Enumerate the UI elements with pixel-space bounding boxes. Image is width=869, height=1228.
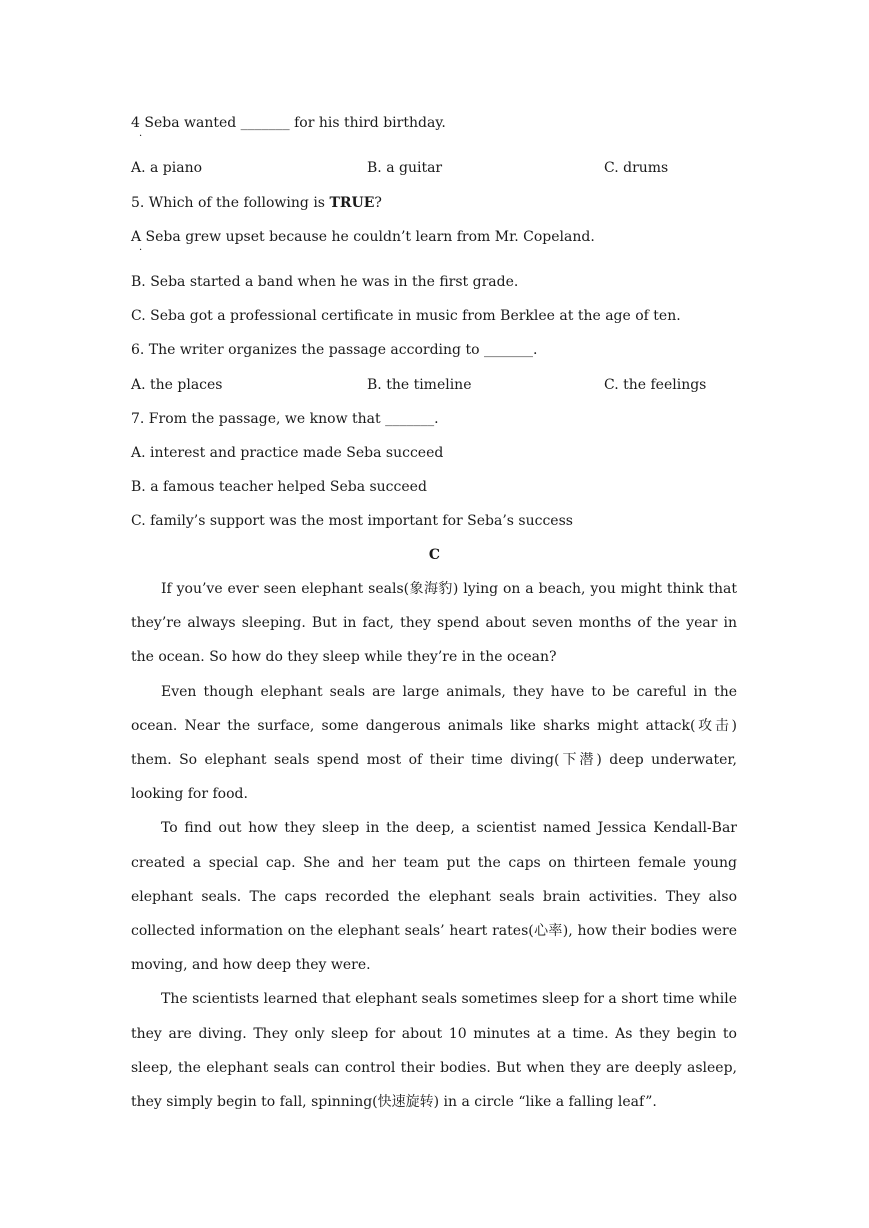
passage-body	[131, 572, 737, 1119]
passage-paragraph: If you’ve ever seen elephant seals(象海豹) lying on a beach, you might think that they’re always sleeping. But in fact, they spend about seven months of the year in the ocean. So how do they sleep while they’re in the ocean?	[131, 581, 737, 666]
question-4-option-a: A. a piano	[131, 160, 203, 176]
question-7-option-a: A. interest and practice made Seba succeed	[131, 445, 444, 461]
section-heading: C	[428, 547, 441, 563]
passage-paragraph: To find out how they sleep in the deep, a scientist named Jessica Kendall-Bar created a special cap. She and her team put the caps on thirteen female young elephant seals. The caps recorded the elephant seals brain activities. They also collected information on the elephant seals’ heart rates(心率), how their bodies were moving, and how deep they were.	[131, 820, 737, 974]
question-4-option-b: B. a guitar	[367, 160, 443, 176]
passage-paragraph: Even though elephant seals are large animals, they have to be careful in the ocean. Near the surface, some dangerous animals like sharks might attack(攻击) them. So elephant seals spend most of their time diving(下潜) deep underwater, looking for food.	[131, 683, 737, 803]
question-5-stem-text: 5. Which of the following is	[131, 195, 330, 211]
question-4-option-c: C. drums	[604, 160, 669, 176]
question-5-stem-emphasis: TRUE	[329, 195, 375, 211]
question-5-option-a: A Seba grew upset because he couldn’t learn from Mr. Copeland.	[131, 229, 595, 245]
question-6-option-a: A. the places	[131, 377, 223, 393]
question-6-stem: 6. The writer organizes the passage according to _______.	[131, 342, 538, 358]
question-5-stem-end: ?	[374, 195, 382, 211]
question-5-stem	[131, 194, 737, 212]
question-7-option-c: C. family’s support was the most important for Seba’s success	[131, 513, 573, 529]
question-5-option-b: B. Seba started a band when he was in the first grade.	[131, 274, 519, 290]
question-6-option-c: C. the feelings	[604, 377, 707, 393]
question-7-stem: 7. From the passage, we know that _______.	[131, 411, 439, 427]
question-5-option-c: C. Seba got a professional certificate in music from Berklee at the age of ten.	[131, 308, 681, 324]
list-marker-dot: ·	[139, 131, 143, 142]
question-4-stem: 4 Seba wanted _______ for his third birthday.	[131, 115, 446, 131]
question-6-option-b: B. the timeline	[367, 377, 472, 393]
list-marker-dot: ·	[139, 245, 143, 256]
passage-paragraph: The scientists learned that elephant seals sometimes sleep for a short time while they are diving. They only sleep for about 10 minutes at a time. As they begin to sleep, the elephant seals can control their bodies. But when they are deeply asleep, they simply begin to fall, spinning(快速旋转) in a circle “like a falling leaf”.	[131, 991, 737, 1111]
question-7-option-b: B. a famous teacher helped Seba succeed	[131, 479, 427, 495]
